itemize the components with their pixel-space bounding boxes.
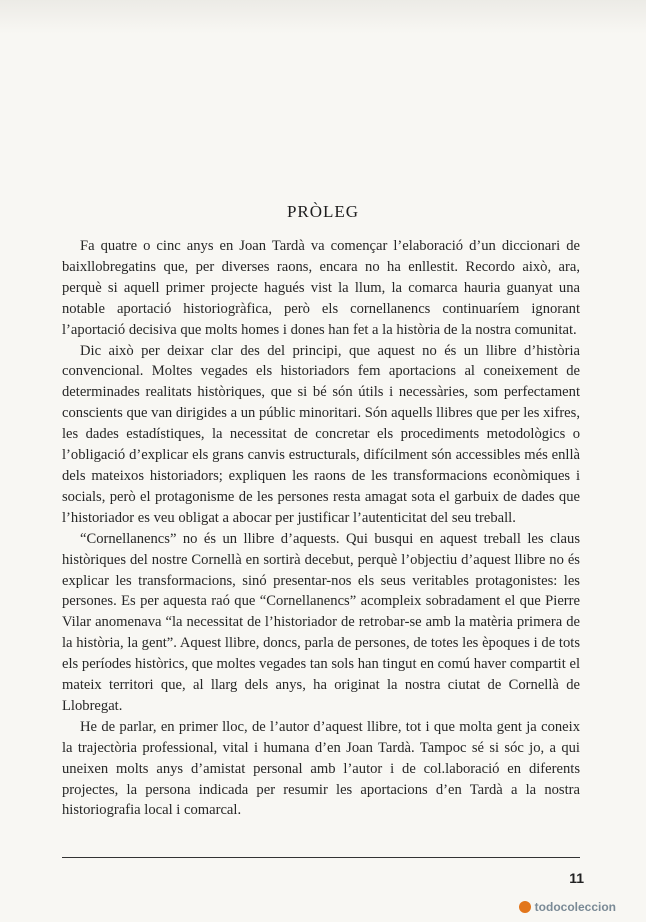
page-number: 11	[569, 870, 584, 886]
watermark-text: todocoleccion	[534, 900, 616, 914]
body-text	[62, 236, 580, 821]
footer-rule	[62, 857, 580, 858]
paragraph: Dic això per deixar clar des del principi, que aquest no és un llibre d’història convencional. Moltes vegades els historiadors fem aportacions al coneixement de determinades realitats històriques, que si bé són útils i necessàries, som perfectament conscients que van dirigides a un públic minoritari. Són aquells llibres que per les xifres, les dades estadístiques, la necessitat de concretar els procediments metodològics o l’obligació d’explicar els grans canvis estructurals, difícilment són accessibles més enllà dels mateixos historiadors; expliquen les raons de les transformacions econòmiques i socials, però el protagonisme de les persones resta amagat sota el garbuix de dades que l’historiador es veu obligat a abocar per justificar l’autenticitat del seu treball.	[62, 342, 580, 526]
paragraph: He de parlar, en primer lloc, de l’autor d’aquest llibre, tot i que molta gent ja coneix la trajectòria professional, vital i humana d’en Joan Tardà. Tampoc sé si sóc jo, a qui uneixen molts anys d’amistat personal amb l’autor i de col.laboració en diferents projectes, la persona indicada per resumir les aportacions d’en Tardà a la nostra historiografia local i comarcal.	[62, 718, 580, 819]
page-edge-shadow	[0, 0, 646, 34]
chapter-title: PRÒLEG	[286, 202, 360, 221]
paragraph: Fa quatre o cinc anys en Joan Tardà va començar l’elaboració d’un diccionari de baixllobregatins que, per diverses raons, encara no ha enllestit. Recordo això, ara, perquè si aquell primer projecte hagués vist la llum, la comarca hauria guanyat una notable aportació historiogràfica, però els cornellanencs continuaríem ignorant l’aportació decisiva que molts homes i dones han fet a la història de la nostra comunitat.	[62, 238, 580, 338]
watermark-mark-icon	[519, 901, 531, 913]
paragraph: “Cornellanencs” no és un llibre d’aquests. Qui busqui en aquest treball les claus històriques del nostre Cornellà en sortirà decebut, perquè l’objectiu d’aquest llibre no és explicar les transformacions, sinó presentar-nos els seus veritables protagonistes: les persones. Es per aquesta raó que “Cornellanencs” acompleix sobradament el que Pierre Vilar anomenava “la necessitat de l’historiador de retrobar-se amb la matèria primera de la història, la gent”. Aquest llibre, doncs, parla de persones, de totes les èpoques i de tots els períodes històrics, que moltes vegades tan sols han tingut en comú haver compartit el mateix territori que, al llarg dels anys, ha originat la nostra ciutat de Cornellà de Llobregat.	[62, 530, 580, 714]
watermark-logo	[519, 900, 616, 914]
